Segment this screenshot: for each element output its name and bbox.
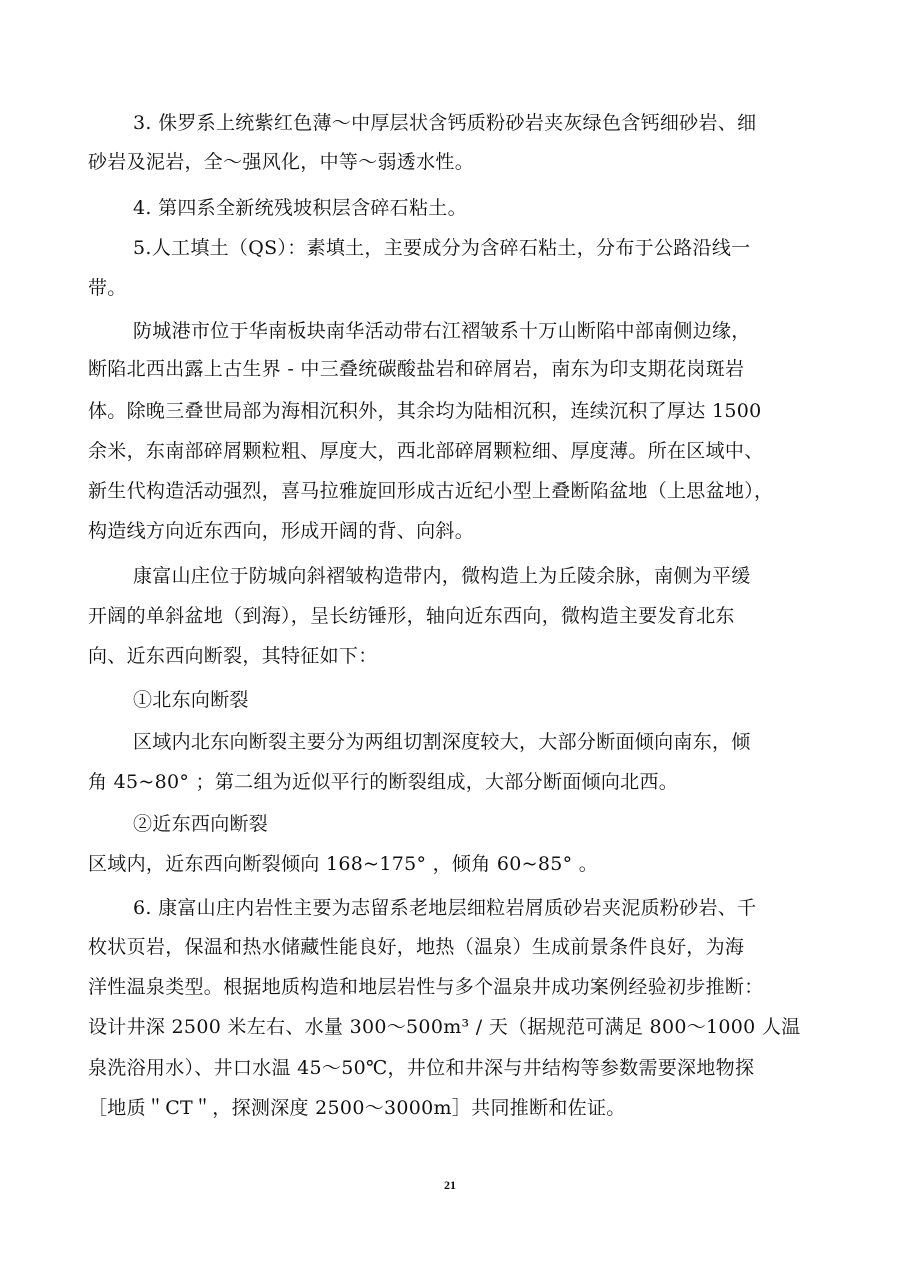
text-line: 区域内北东向断裂主要分为两组切割深度较大，大部分断面倾向南东，倾 xyxy=(133,731,751,753)
text-line: 角 45~80° ；第二组为近似平行的断裂组成，大部分断面倾向北西。 xyxy=(88,771,679,793)
page-number: 21 xyxy=(444,1178,456,1192)
text-line: 构造线方向近东西向，形成开阔的背、向斜。 xyxy=(88,520,475,542)
text-line: 康富山庄位于防城向斜褶皱构造带内，微构造上为丘陵余脉，南侧为平缓 xyxy=(133,565,751,587)
text-line: 区域内，近东西向断裂倾向 168~175° ，倾角 60~85° 。 xyxy=(88,853,599,875)
text-line: 砂岩及泥岩，全～强风化，中等～弱透水性。 xyxy=(88,151,475,173)
text-line: ①北东向断裂 xyxy=(133,689,249,711)
text-line: 开阔的单斜盆地（到海），呈长纺锤形，轴向近东西向，微构造主要发育北东 xyxy=(88,605,735,627)
text-line: ②近东西向断裂 xyxy=(133,813,269,835)
text-line: 5.人工填土（QS）：素填土，主要成分为含碎石粘土，分布于公路沿线一 xyxy=(133,237,751,259)
text-line: 带。 xyxy=(88,277,127,299)
text-line: 新生代构造活动强烈，喜马拉雅旋回形成古近纪小型上叠断陷盆地（上思盆地）， xyxy=(88,480,774,502)
text-line: 4. 第四系全新统残坡积层含碎石粘土。 xyxy=(133,197,467,219)
text-line: 3. 侏罗系上统紫红色薄～中厚层状含钙质粉砂岩夹灰绿色含钙细砂岩、细 xyxy=(133,112,757,134)
text-line: 断陷北西出露上古生界 - 中三叠统碳酸盐岩和碎屑岩，南东为印支期花岗斑岩 xyxy=(88,358,745,380)
text-line: 洋性温泉类型。根据地质构造和地层岩性与多个温泉井成功案例经验初步推断： xyxy=(88,976,764,998)
text-line: ［地质＂CT＂，探测深度 2500～3000m］共同推断和佐证。 xyxy=(88,1097,626,1119)
text-line: 枚状页岩，保温和热水储藏性能良好，地热（温泉）生成前景条件良好，为海 xyxy=(88,936,745,958)
text-line: 泉洗浴用水）、井口水温 45～50℃，井位和井深与井结构等参数需要深地物探 xyxy=(88,1057,755,1079)
text-line: 防城港市位于华南板块南华活动带右江褶皱系十万山断陷中部南侧边缘， xyxy=(133,320,751,342)
text-line: 6. 康富山庄内岩性主要为志留系老地层细粒岩屑质砂岩夹泥质粉砂岩、千 xyxy=(133,897,757,919)
text-line: 体。除晚三叠世局部为海相沉积外，其余均为陆相沉积，连续沉积了厚达 1500 xyxy=(88,400,762,422)
text-line: 设计井深 2500 米左右、水量 300～500m³ / 天（据规范可满足 800～1000 人温 xyxy=(88,1016,801,1038)
text-line: 向、近东西向断裂，其特征如下： xyxy=(88,645,378,667)
text-line: 余米，东南部碎屑颗粒粗、厚度大，西北部碎屑颗粒细、厚度薄。所在区域中、 xyxy=(88,440,764,462)
